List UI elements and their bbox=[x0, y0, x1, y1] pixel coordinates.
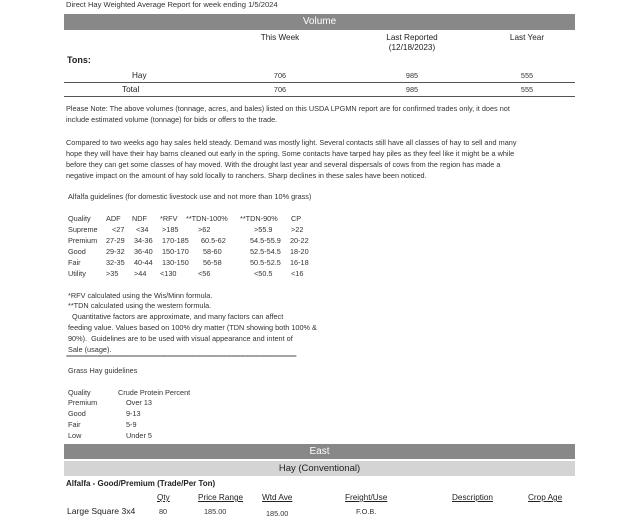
alfalfa-row-ndf: >44 bbox=[134, 269, 147, 278]
row-wtd-ave: 185.00 bbox=[266, 509, 289, 518]
alfalfa-header-tdn100: **TDN-100% bbox=[186, 214, 228, 223]
alfalfa-row-adf: <27 bbox=[112, 225, 125, 234]
alfalfa-row-quality: Fair bbox=[68, 258, 81, 267]
alfalfa-row-rfv: 130-150 bbox=[162, 258, 189, 267]
grass-row-value: Under 5 bbox=[126, 431, 152, 440]
volume-row-hay-last-reported: 985 bbox=[405, 71, 419, 80]
commentary-line-4: negative impact on the amount of hay sold locally to ranchers. Sharp declines in these sales have been noticed. bbox=[66, 171, 427, 180]
alfalfa-header-cp: CP bbox=[291, 214, 302, 223]
grass-row-quality: Low bbox=[68, 431, 82, 440]
alfalfa-row-adf: 32-35 bbox=[106, 258, 125, 267]
volume-bottom-rule bbox=[64, 96, 575, 97]
row-item: Large Square 3x4 bbox=[67, 506, 136, 516]
alfalfa-row-quality: Good bbox=[68, 247, 86, 256]
col-freight-use: Freight/Use bbox=[345, 493, 388, 502]
alfalfa-header-rfv: *RFV bbox=[160, 214, 178, 223]
alfalfa-row-ndf: 34-36 bbox=[134, 236, 153, 245]
alfalfa-row-quality: Supreme bbox=[68, 225, 98, 234]
col-last-reported-date: (12/18/2023) bbox=[388, 43, 436, 52]
alfalfa-row-tdn100: 58-60 bbox=[203, 247, 222, 256]
col-last-reported: Last Reported bbox=[386, 33, 438, 42]
alfalfa-guidelines-title: Alfalfa guidelines (for domestic livestock use and not more than 10% grass) bbox=[68, 192, 312, 201]
note-line-1: Please Note: The above volumes (tonnage, acres, and bales) listed on this USDA LPGMN report are for confirmed trades only, it does not bbox=[66, 104, 510, 113]
alfalfa-note-4: feeding value. Values based on 100% dry matter (TDN showing both 100% & bbox=[68, 323, 317, 332]
category-alfalfa-good-premium: Alfalfa - Good/Premium (Trade/Per Ton) bbox=[66, 479, 216, 488]
alfalfa-row-quality: Premium bbox=[68, 236, 98, 245]
volume-row-total-last-reported: 985 bbox=[405, 85, 419, 94]
alfalfa-row-cp: 20-22 bbox=[290, 236, 309, 245]
report-title: Direct Hay Weighted Average Report for week ending 1/5/2024 bbox=[66, 0, 278, 9]
alfalfa-row-quality: Utility bbox=[68, 269, 86, 278]
region-subbar-hay-conventional: Hay (Conventional) bbox=[64, 461, 575, 476]
row-freight: F.O.B. bbox=[356, 507, 377, 516]
note-line-2: include estimated volume (tonnage) for bids or offers to the trade. bbox=[66, 115, 278, 124]
alfalfa-row-cp: <16 bbox=[291, 269, 304, 278]
grass-row-quality: Premium bbox=[68, 398, 98, 407]
commentary-line-3: before they can get some classes of hay moved. With the drought last year and several dispersals of cows from the region has made a bbox=[66, 160, 501, 169]
alfalfa-row-adf: 27-29 bbox=[106, 236, 125, 245]
alfalfa-note-3: Quantitative factors are approximate, and many factors can affect bbox=[68, 312, 284, 321]
tons-label: Tons: bbox=[67, 55, 91, 65]
alfalfa-row-cp: 18-20 bbox=[290, 247, 309, 256]
separator-line: ================================================================================== bbox=[66, 354, 296, 360]
alfalfa-header-adf: ADF bbox=[106, 214, 121, 223]
grass-guidelines-title: Grass Hay guidelines bbox=[68, 366, 138, 375]
alfalfa-row-tdn100: 56-58 bbox=[203, 258, 222, 267]
commentary-line-2: hope they will have their hay barns cleaned out early in the spring. Some contacts have tarped hay piles as they feel like it might be a while bbox=[66, 149, 515, 158]
alfalfa-note-1: *RFV calculated using the Wis/Minn formula. bbox=[68, 291, 213, 300]
alfalfa-row-rfv: 170-185 bbox=[162, 236, 189, 245]
volume-divider bbox=[64, 82, 575, 83]
alfalfa-row-tdn90: 50.5-52.5 bbox=[250, 258, 281, 267]
commentary-line-1: Compared to two weeks ago hay sales held steady. Demand was mostly light. Several contacts still have all classes of hay to sell and many bbox=[66, 138, 517, 147]
col-price-range: Price Range bbox=[198, 493, 244, 502]
alfalfa-row-rfv: 150-170 bbox=[162, 247, 189, 256]
col-this-week: This Week bbox=[260, 33, 300, 42]
grass-row-value: Over 13 bbox=[126, 398, 152, 407]
volume-section-bar: Volume bbox=[64, 14, 575, 30]
alfalfa-row-tdn90: >55.9 bbox=[254, 225, 273, 234]
alfalfa-header-ndf: NDF bbox=[132, 214, 147, 223]
alfalfa-note-5: 90%). Guidelines are to be used with visual appearance and intent of bbox=[68, 334, 293, 343]
volume-row-hay-label: Hay bbox=[132, 71, 147, 80]
region-bar-east: East bbox=[64, 444, 575, 459]
volume-row-total-this-week: 706 bbox=[273, 85, 287, 94]
grass-row-quality: Fair bbox=[68, 420, 81, 429]
alfalfa-row-adf: >35 bbox=[106, 269, 119, 278]
grass-row-value: 5-9 bbox=[126, 420, 137, 429]
volume-row-total-label: Total bbox=[122, 85, 140, 94]
col-wtd-ave: Wtd Ave bbox=[262, 493, 293, 502]
alfalfa-row-cp: >22 bbox=[291, 225, 304, 234]
col-last-year: Last Year bbox=[509, 33, 545, 42]
volume-row-hay-last-year: 555 bbox=[520, 71, 534, 80]
alfalfa-row-tdn90: <50.5 bbox=[254, 269, 273, 278]
alfalfa-row-adf: 29-32 bbox=[106, 247, 125, 256]
alfalfa-row-ndf: <34 bbox=[136, 225, 149, 234]
alfalfa-note-2: **TDN calculated using the western formula. bbox=[68, 301, 212, 310]
alfalfa-row-rfv: >185 bbox=[162, 225, 179, 234]
col-qty: Qty bbox=[157, 493, 170, 502]
col-description: Description bbox=[452, 493, 493, 502]
alfalfa-row-rfv: <130 bbox=[160, 269, 177, 278]
grass-row-quality: Good bbox=[68, 409, 86, 418]
alfalfa-row-tdn100: >62 bbox=[198, 225, 211, 234]
alfalfa-row-ndf: 36-40 bbox=[134, 247, 153, 256]
col-crop-age: Crop Age bbox=[528, 493, 563, 502]
volume-row-total-last-year: 555 bbox=[520, 85, 534, 94]
alfalfa-row-tdn100: <56 bbox=[198, 269, 211, 278]
grass-header-crude-protein: Crude Protein Percent bbox=[118, 388, 191, 397]
alfalfa-row-tdn90: 52.5-54.5 bbox=[250, 247, 281, 256]
alfalfa-row-tdn100: 60.5-62 bbox=[201, 236, 226, 245]
alfalfa-row-cp: 16-18 bbox=[290, 258, 309, 267]
alfalfa-note-6: Sale (usage). bbox=[68, 345, 112, 354]
alfalfa-row-tdn90: 54.5-55.9 bbox=[250, 236, 281, 245]
alfalfa-header-tdn90: **TDN-90% bbox=[240, 214, 278, 223]
volume-row-hay-this-week: 706 bbox=[273, 71, 287, 80]
row-qty: 80 bbox=[159, 507, 168, 516]
alfalfa-header-quality: Quality bbox=[68, 214, 91, 223]
row-price-range: 185.00 bbox=[204, 507, 227, 516]
grass-row-value: 9-13 bbox=[126, 409, 141, 418]
grass-header-quality: Quality bbox=[68, 388, 91, 397]
alfalfa-row-ndf: 40-44 bbox=[134, 258, 153, 267]
